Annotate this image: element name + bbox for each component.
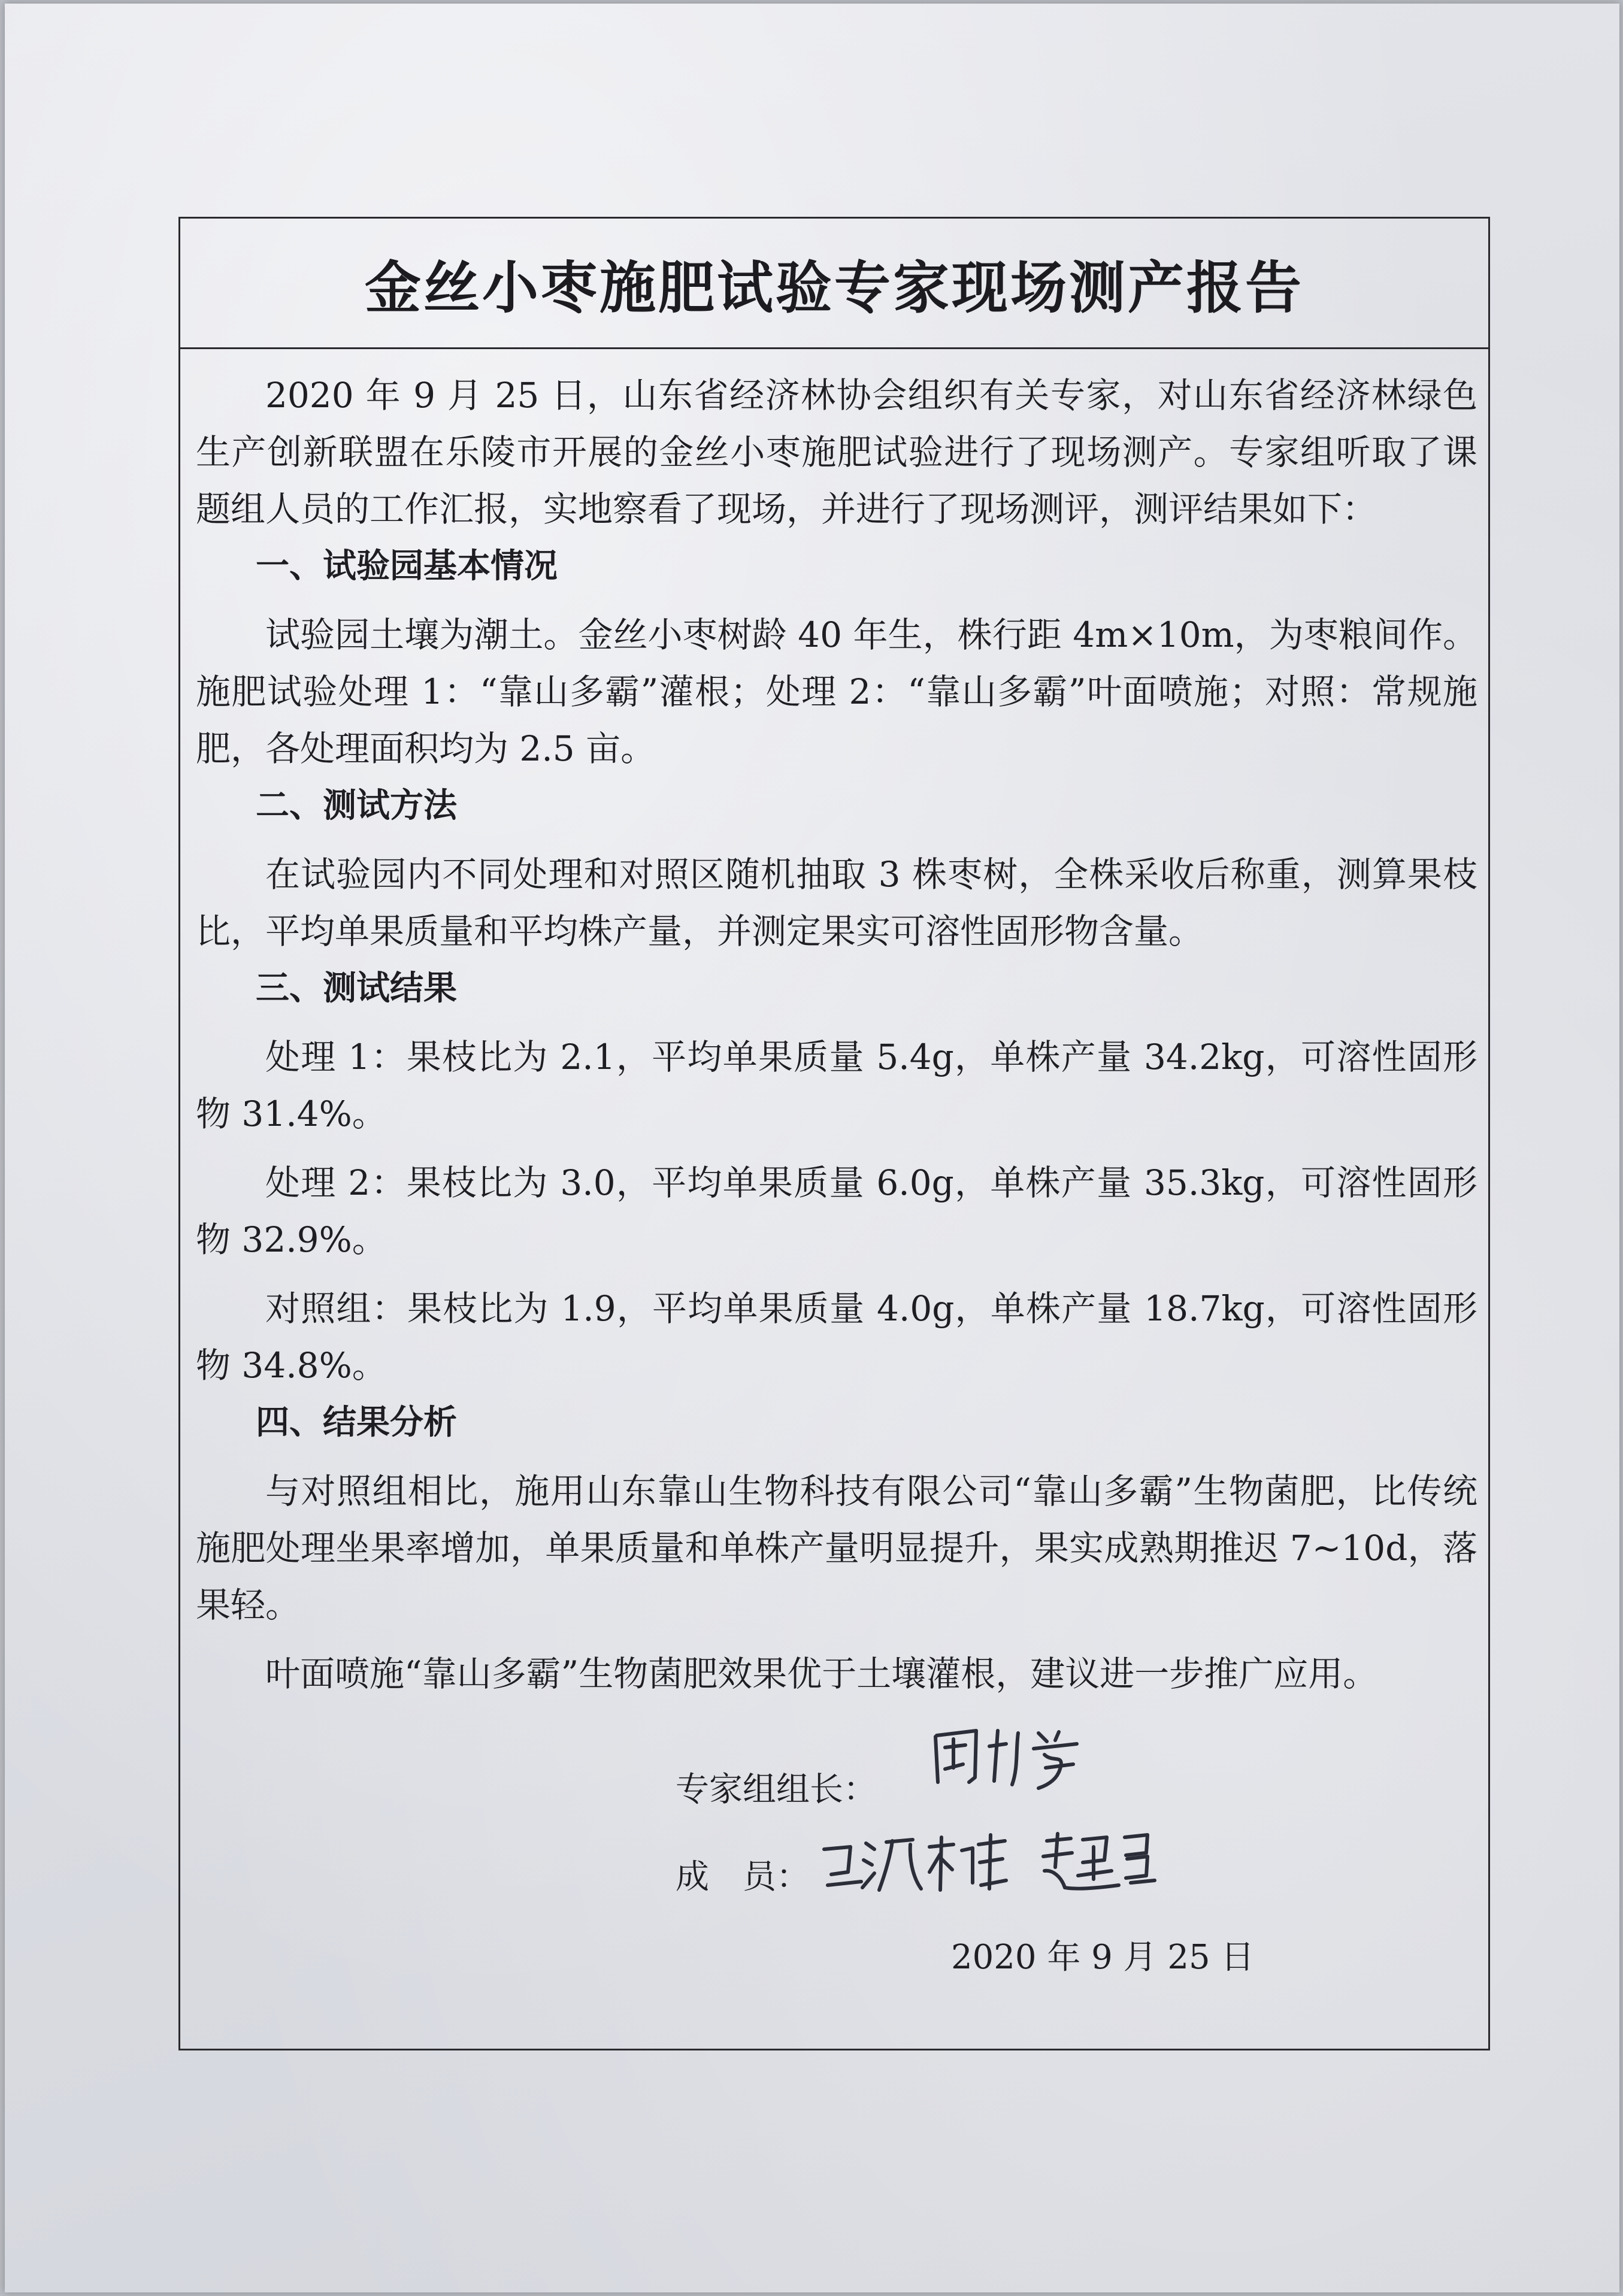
- section-heading-2: 二、测试方法: [256, 786, 457, 825]
- spacer: [196, 1634, 1477, 1646]
- leader-handwritten-signature: [927, 1715, 1107, 1799]
- spacer: [196, 834, 1477, 846]
- report-body: [196, 367, 1477, 1703]
- section-3-paragraph-3: 对照组：果枝比为 1.9，平均单果质量 4.0g，单株产量 18.7kg，可溶性固形物 34.8%。: [196, 1288, 1477, 1386]
- section-2-paragraph-1: 在试验园内不同处理和对照区随机抽取 3 株枣树，全株采收后称重，测算果枝比，平均单果质量和平均株产量，并测定果实可溶性固形物含量。: [196, 854, 1477, 952]
- section-heading-3: 三、测试结果: [256, 969, 457, 1008]
- intro-paragraph: 2020 年 9 月 25 日，山东省经济林协会组织有关专家，对山东省经济林绿色生产创新联盟在乐陵市开展的金丝小枣施肥试验进行了现场测产。专家组听取了课题组人员的工作汇报，实地察看了现场，并进行了现场测评，测评结果如下：: [196, 375, 1477, 529]
- report-title: 金丝小枣施肥试验专家现场测产报告: [364, 256, 1304, 321]
- spacer: [196, 595, 1477, 607]
- section-4-paragraph-2: 叶面喷施“靠山多霸”生物菌肥效果优于土壤灌根，建议进一步推广应用。: [265, 1653, 1378, 1694]
- section-heading-1: 一、试验园基本情况: [256, 547, 558, 586]
- section-4-paragraph-1: 与对照组相比，施用山东靠山生物科技有限公司“靠山多霸”生物菌肥，比传统施肥处理坐果率增加，单果质量和单株产量明显提升，果实成熟期推迟 7~10d，落果轻。: [196, 1471, 1477, 1625]
- section-1-paragraph-1: 试验园土壤为潮土。金丝小枣树龄 40 年生，株行距 4m×10m，为枣粮间作。施肥试验处理 1：“靠山多霸”灌根；处理 2：“靠山多霸”叶面喷施；对照：常规施肥，各处理面积均为 2.5 亩。: [196, 614, 1477, 769]
- spacer: [196, 1017, 1477, 1029]
- spacer: [196, 1268, 1477, 1280]
- paper-sheet: [5, 4, 1619, 2292]
- members-handwritten-signature: [819, 1823, 1209, 1901]
- section-heading-4: 四、结果分析: [256, 1403, 457, 1442]
- signing-date: 2020 年 9 月 25 日: [951, 1938, 1255, 1977]
- spacer: [196, 1451, 1477, 1463]
- section-3-paragraph-1: 处理 1：果枝比为 2.1，平均单果质量 5.4g，单株产量 34.2kg，可溶性固形物 31.4%。: [196, 1037, 1477, 1134]
- spacer: [196, 1143, 1477, 1155]
- leader-label: 专家组组长：: [676, 1770, 877, 1809]
- section-3-paragraph-2: 处理 2：果枝比为 3.0，平均单果质量 6.0g，单株产量 35.3kg，可溶性固形物 32.9%。: [196, 1162, 1477, 1260]
- members-label: 成 员：: [676, 1858, 810, 1897]
- title-box: [180, 219, 1488, 349]
